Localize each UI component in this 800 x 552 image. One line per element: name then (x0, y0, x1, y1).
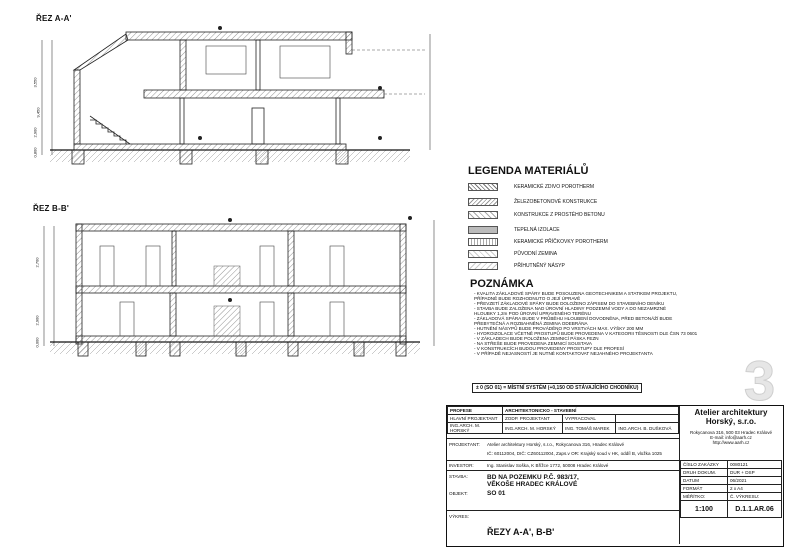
cislo-zakazky-value: 0080121 (728, 461, 782, 469)
person-1: ING.ARCH. M. HORSKÝ (448, 423, 503, 434)
firm-address: Rokycanova 316, 500 03 Hradec Králové (689, 430, 773, 435)
vypracoval-label: VYPRACOVAL (563, 415, 616, 423)
legend-item (468, 225, 560, 234)
legend-item (468, 261, 565, 270)
note-line: - HYDROIZOLACE VČETNĚ PROSTUPŮ BUDE PROVEDENA V KATEGORII TĚSNOSTI DLE ČSN 73 0601 (474, 331, 698, 336)
objekt-label: OBJEKT: (449, 491, 468, 496)
legend-label: ŽELEZOBETONOVÉ KONSTRUKCE (514, 198, 598, 205)
vykres-row (447, 510, 679, 545)
objekt-value: SO 01 (487, 490, 506, 497)
firm-web: http://www.aarh.cz (712, 440, 750, 445)
person-2: ING.ARCH. M. HORSKÝ (503, 423, 563, 434)
note-line: HLOUBKY 1,2m POD ÚROVNÍ UPRAVENÉHO TERÉNU (474, 311, 591, 316)
cislo-zakazky-label: ČÍSLO ZAKÁZKY (681, 461, 728, 469)
vykres-value: ŘEZY A-A', B-B' (487, 527, 555, 537)
firm-block (681, 408, 781, 445)
stavba-value-1: BD NA POZEMKU P.Č. 983/17, (487, 474, 579, 481)
legend-item (468, 197, 597, 206)
note-line: - HUTNĚNÍ NÁSYPŮ BUDE PROVÁDĚNO PO VRSTVÁCH MAX. VÝŠKY 200 MM (474, 326, 644, 331)
meta-table (680, 460, 782, 518)
legend-label: PŘÍHUTNĚNÝ NÁSYP (514, 262, 565, 269)
title-block (446, 405, 784, 547)
druh-dokum-label: DRUH DOKUM. (681, 469, 728, 477)
note-line: - NA STŘEŠE BUDE PROVEDENA ZEMNICÍ SOUSTAVA (474, 341, 592, 346)
projektant-value: Atelier architektury Horský, s.r.o., Rokycanova 316, Hradec Králové (487, 442, 625, 447)
title-block-team (447, 406, 679, 434)
note-line: - ZÁKLADOVÁ SPÁRA BUDE V PRŮBĚHU HLOUBENÍ DOVODNĚNA, PŘED BETONÁŽÍ BUDE (474, 316, 673, 321)
legend-label: PŮVODNÍ ZEMINA (514, 250, 558, 257)
section-aa-drawing (30, 20, 450, 180)
note-line: - V ZÁKLADECH BUDE POLOŽENA ZEMNICÍ PÁSKA FEZN (474, 336, 599, 341)
druh-dokum-value: DUR + DSP (728, 469, 782, 477)
firm-name-2: Horský, s.r.o. (705, 417, 757, 426)
firm-name-1: Atelier architektury (694, 408, 768, 417)
datum-label: DATUM (681, 477, 728, 485)
format-value: 2 x A4 (728, 485, 782, 493)
legend-swatch-porotherm (468, 183, 498, 191)
note-line: - KVALITA ZÁKLADOVÉ SPÁRY BUDE POSOUZENA GEOTECHNIKEM A STATIKEM PROJEKTU, (474, 291, 678, 296)
dim-aa-4: 0,800 (32, 147, 38, 158)
legend-item (468, 249, 557, 258)
person-4: ING.ARCH. B. DUŠKOVÁ (616, 423, 679, 434)
section-aa-title: ŘEZ A-A' (36, 14, 72, 23)
firm-email: E-mail: info@aarh.cz (710, 435, 752, 440)
stavba-label: STAVBA: (449, 474, 468, 479)
legend-swatch-fill (468, 262, 498, 270)
projektant-ic: IČ: 60112004, DIČ: CZ60112004, Zaps.v OR: Krajský soud v HK, oddíl B, vložka 1025 (487, 451, 662, 456)
projektant-label: PROJEKTANT: (449, 442, 480, 447)
c-vykresu-value: D.1.1.AR.06 (728, 501, 782, 518)
note-title: POZNÁMKA (470, 278, 534, 290)
vykres-label: VÝKRES: (449, 514, 469, 519)
format-label: FORMÁT (681, 485, 728, 493)
stavba-value-2: VĚKOŠE HRADEC KRÁLOVÉ (487, 481, 578, 488)
note-line: PŘÍPADNĚ BUDE ROZHODNUTO O JEJÍ ÚPRAVĚ (474, 296, 581, 301)
datum-value: 06/2021 (728, 477, 782, 485)
person-3: ING. TOMÁŠ MAREK (563, 423, 616, 434)
legend-label: KERAMICKÉ ZDIVO POROTHERM (514, 183, 595, 190)
meritko-label: MĚŘÍTKO: (681, 493, 728, 501)
legend-item (468, 237, 608, 246)
legend-swatch-plain-concrete (468, 211, 498, 219)
legend-title: LEGENDA MATERIÁLŮ (468, 165, 589, 177)
hlavni-projektant-label: HLAVNÍ PROJEKTANT (448, 415, 503, 423)
note-line: - V KONSTRUKCÍCH BUDOU PROVEDENY PROSTUPY DLE PROFESÍ (474, 346, 624, 351)
dim-bb-3: 0,000 (34, 337, 40, 348)
stavba-row (447, 470, 679, 511)
legend-label: KERAMICKÉ PŘÍČKOVKY POROTHERM (514, 238, 608, 245)
system-note: ± 0 (SO 01) = MÍSTNÍ SYSTÉM (+0,150 OD STÁVAJÍCÍHO CHODNÍKU) (472, 383, 642, 393)
legend-label: TEPELNÁ IZOLACE (514, 226, 560, 233)
legend-label: KONSTRUKCE Z PROSTÉHO BETONU (514, 211, 605, 218)
legend-swatch-insulation (468, 226, 498, 234)
legend-item (468, 182, 594, 191)
dim-bb-2: 2,900 (34, 315, 40, 326)
legend-swatch-concrete (468, 198, 498, 206)
zodp-projektant-label: ZODP. PROJEKTANT (503, 415, 563, 423)
profese-label: PROFESE (448, 407, 503, 415)
legend-item (468, 210, 605, 219)
note-line: - PŘEVZETÍ ZÁKLADOVÉ SPÁRY BUDE DOLOŽENO ZÁPISEM DO STAVEBNÍHO DENÍKU (474, 301, 665, 306)
dim-bb-1: 2,700 (34, 257, 40, 268)
sheet-number: 3 (744, 349, 776, 412)
profese-value: ARCHITEKTONICKO - STAVEBNÍ (503, 407, 679, 415)
projektant-row (447, 438, 679, 461)
dim-aa-2: 9,450 (35, 107, 41, 118)
investor-value: Ing. Stanislav Soška, K Břížce 1772, 50008 Hradec Králové (487, 463, 609, 468)
legend-swatch-partitions (468, 238, 498, 246)
meritko-value: 1:100 (681, 501, 728, 518)
dim-aa-3: 2,900 (32, 127, 38, 138)
section-bb-title: ŘEZ B-B' (33, 204, 69, 213)
section-bb-drawing (30, 210, 450, 370)
note-line: - STAVBA BUDE ZALOŽENA NAD ÚROVNÍ HLADINY PODZEMNÍ VODY A DO NEZAMRZNÉ (474, 306, 667, 311)
c-vykresu-label: Č. VÝKRESU: (728, 493, 782, 501)
dim-aa-1: 3,550 (32, 77, 38, 88)
legend-swatch-soil (468, 250, 498, 258)
note-line: PŘEBYTEČNÁ A ROZBAHNĚNÁ ZEMINA ODEBRÁNA (474, 321, 588, 326)
investor-label: INVESTOR: (449, 463, 474, 468)
note-line: - V PŘÍPADĚ NEJASNOSTÍ JE NUTNÉ KONTAKTOVAT NEJAHNÉHO PROJEKTANTA (474, 351, 653, 356)
